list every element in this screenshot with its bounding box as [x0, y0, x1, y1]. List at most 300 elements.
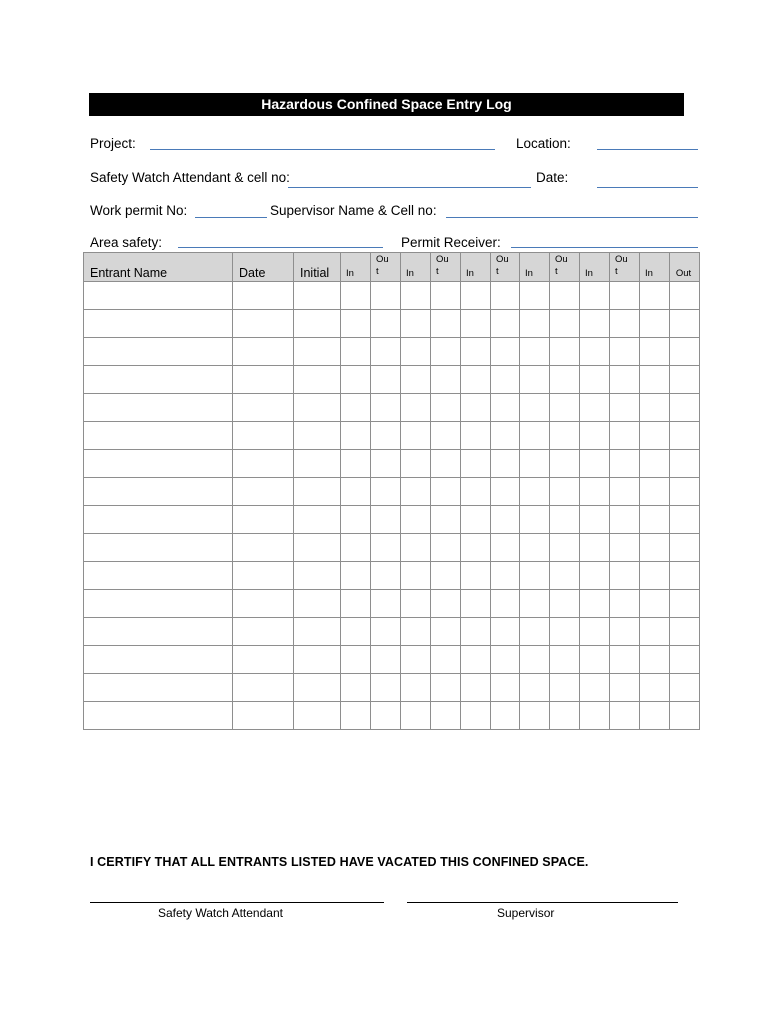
table-cell[interactable]	[431, 506, 461, 534]
table-cell[interactable]	[401, 590, 431, 618]
table-cell[interactable]	[550, 534, 580, 562]
table-cell[interactable]	[550, 338, 580, 366]
table-cell[interactable]	[610, 702, 640, 730]
table-cell[interactable]	[520, 282, 550, 310]
header-out-bottom: t	[615, 266, 618, 277]
table-cell[interactable]	[341, 366, 371, 394]
table-cell[interactable]	[341, 422, 371, 450]
table-cell[interactable]	[670, 450, 700, 478]
table-cell[interactable]	[401, 506, 431, 534]
table-cell[interactable]	[341, 674, 371, 702]
table-cell[interactable]	[233, 506, 294, 534]
table-row	[84, 618, 700, 646]
table-cell[interactable]	[371, 534, 401, 562]
table-cell[interactable]	[640, 450, 670, 478]
table-cell[interactable]	[294, 618, 341, 646]
table-cell[interactable]	[491, 450, 520, 478]
header-out-top: Ou	[496, 254, 509, 265]
table-cell[interactable]	[670, 674, 700, 702]
table-cell[interactable]	[461, 394, 491, 422]
table-cell[interactable]	[520, 394, 550, 422]
table-cell[interactable]	[580, 506, 610, 534]
date-label: Date:	[536, 170, 569, 185]
table-cell[interactable]	[371, 422, 401, 450]
table-cell[interactable]	[640, 702, 670, 730]
table-cell[interactable]	[294, 590, 341, 618]
table-cell[interactable]	[610, 450, 640, 478]
table-cell[interactable]	[640, 674, 670, 702]
table-cell[interactable]	[610, 478, 640, 506]
table-cell[interactable]	[371, 450, 401, 478]
table-cell[interactable]	[610, 366, 640, 394]
table-cell[interactable]	[401, 338, 431, 366]
table-cell[interactable]	[491, 562, 520, 590]
table-cell[interactable]	[580, 450, 610, 478]
table-cell[interactable]	[580, 366, 610, 394]
header-initial: Initial	[294, 253, 341, 282]
table-cell[interactable]	[84, 478, 233, 506]
table-cell[interactable]	[294, 562, 341, 590]
table-cell[interactable]	[580, 338, 610, 366]
table-cell[interactable]	[461, 478, 491, 506]
table-cell[interactable]	[461, 506, 491, 534]
table-row	[84, 562, 700, 590]
table-cell[interactable]	[670, 646, 700, 674]
table-cell[interactable]	[610, 282, 640, 310]
table-cell[interactable]	[294, 674, 341, 702]
table-cell[interactable]	[294, 282, 341, 310]
table-cell[interactable]	[294, 394, 341, 422]
table-cell[interactable]	[84, 702, 233, 730]
table-cell[interactable]	[640, 422, 670, 450]
table-cell[interactable]	[461, 562, 491, 590]
table-cell[interactable]	[431, 310, 461, 338]
table-cell[interactable]	[431, 534, 461, 562]
table-cell[interactable]	[580, 618, 610, 646]
table-cell[interactable]	[610, 590, 640, 618]
table-cell[interactable]	[520, 590, 550, 618]
table-cell[interactable]	[431, 338, 461, 366]
table-cell[interactable]	[294, 338, 341, 366]
table-cell[interactable]	[233, 310, 294, 338]
table-cell[interactable]	[401, 702, 431, 730]
table-cell[interactable]	[610, 338, 640, 366]
table-cell[interactable]	[491, 534, 520, 562]
table-cell[interactable]	[84, 366, 233, 394]
table-cell[interactable]	[341, 310, 371, 338]
supervisor-signature-label: Supervisor	[497, 906, 555, 920]
table-cell[interactable]	[461, 366, 491, 394]
table-cell[interactable]	[670, 310, 700, 338]
permit-receiver-label: Permit Receiver:	[401, 235, 501, 250]
location-field[interactable]	[597, 149, 698, 150]
table-cell[interactable]	[294, 450, 341, 478]
table-cell[interactable]	[520, 338, 550, 366]
table-cell[interactable]	[520, 562, 550, 590]
table-cell[interactable]	[520, 422, 550, 450]
work-permit-label: Work permit No:	[90, 203, 188, 218]
table-cell[interactable]	[233, 394, 294, 422]
table-cell[interactable]	[550, 562, 580, 590]
project-field[interactable]	[150, 149, 495, 150]
table-cell[interactable]	[491, 506, 520, 534]
table-cell[interactable]	[84, 282, 233, 310]
table-cell[interactable]	[294, 506, 341, 534]
table-cell[interactable]	[233, 450, 294, 478]
table-cell[interactable]	[520, 702, 550, 730]
table-cell[interactable]	[371, 394, 401, 422]
table-cell[interactable]	[233, 366, 294, 394]
table-cell[interactable]	[670, 702, 700, 730]
table-cell[interactable]	[233, 534, 294, 562]
attendant-signature-label: Safety Watch Attendant	[158, 906, 283, 920]
attendant-field[interactable]	[288, 187, 531, 188]
table-cell[interactable]	[431, 282, 461, 310]
table-cell[interactable]	[461, 646, 491, 674]
table-cell[interactable]	[461, 338, 491, 366]
table-cell[interactable]	[461, 618, 491, 646]
table-cell[interactable]	[491, 646, 520, 674]
table-cell[interactable]	[341, 646, 371, 674]
table-row	[84, 282, 700, 310]
table-cell[interactable]	[550, 478, 580, 506]
table-cell[interactable]	[520, 366, 550, 394]
header-out-bottom: t	[376, 266, 379, 277]
table-cell[interactable]	[294, 478, 341, 506]
table-cell[interactable]	[461, 282, 491, 310]
table-cell[interactable]	[491, 310, 520, 338]
table-cell[interactable]	[431, 674, 461, 702]
document-title: Hazardous Confined Space Entry Log	[89, 93, 684, 116]
table-cell[interactable]	[580, 674, 610, 702]
table-cell[interactable]	[401, 366, 431, 394]
table-cell[interactable]	[401, 422, 431, 450]
supervisor-signature-line[interactable]	[407, 902, 678, 903]
table-cell[interactable]	[461, 310, 491, 338]
table-cell[interactable]	[550, 506, 580, 534]
table-cell[interactable]	[550, 422, 580, 450]
table-cell[interactable]	[84, 310, 233, 338]
table-cell[interactable]	[401, 450, 431, 478]
table-cell[interactable]	[580, 562, 610, 590]
table-cell[interactable]	[550, 674, 580, 702]
table-cell[interactable]	[233, 562, 294, 590]
table-cell[interactable]	[580, 478, 610, 506]
table-cell[interactable]	[371, 338, 401, 366]
table-cell[interactable]	[84, 590, 233, 618]
table-cell[interactable]	[461, 534, 491, 562]
table-cell[interactable]	[520, 450, 550, 478]
table-cell[interactable]	[294, 534, 341, 562]
table-cell[interactable]	[401, 534, 431, 562]
table-cell[interactable]	[371, 478, 401, 506]
table-cell[interactable]	[431, 422, 461, 450]
table-cell[interactable]	[580, 590, 610, 618]
table-cell[interactable]	[341, 702, 371, 730]
table-row	[84, 366, 700, 394]
table-cell[interactable]	[670, 506, 700, 534]
table-cell[interactable]	[84, 646, 233, 674]
table-cell[interactable]	[550, 590, 580, 618]
table-cell[interactable]	[550, 310, 580, 338]
table-cell[interactable]	[431, 562, 461, 590]
table-cell[interactable]	[233, 618, 294, 646]
table-cell[interactable]	[461, 702, 491, 730]
table-cell[interactable]	[491, 618, 520, 646]
table-cell[interactable]	[610, 618, 640, 646]
table-cell[interactable]	[520, 646, 550, 674]
table-cell[interactable]	[233, 478, 294, 506]
table-cell[interactable]	[550, 282, 580, 310]
table-cell[interactable]	[670, 562, 700, 590]
table-cell[interactable]	[670, 534, 700, 562]
table-cell[interactable]	[341, 450, 371, 478]
table-cell[interactable]	[520, 478, 550, 506]
table-cell[interactable]	[580, 394, 610, 422]
table-cell[interactable]	[431, 702, 461, 730]
table-cell[interactable]	[640, 506, 670, 534]
table-cell[interactable]	[371, 646, 401, 674]
header-out	[550, 253, 580, 282]
table-cell[interactable]	[640, 338, 670, 366]
table-cell[interactable]	[294, 310, 341, 338]
table-cell[interactable]	[371, 506, 401, 534]
entry-log-table	[83, 252, 700, 730]
header-out-last: Out	[670, 253, 700, 282]
certification-statement: I CERTIFY THAT ALL ENTRANTS LISTED HAVE VACATED THIS CONFINED SPACE.	[90, 855, 589, 869]
header-entrant-name: Entrant Name	[84, 253, 233, 282]
table-cell[interactable]	[640, 366, 670, 394]
table-cell[interactable]	[520, 674, 550, 702]
table-cell[interactable]	[461, 674, 491, 702]
table-cell[interactable]	[610, 394, 640, 422]
table-row	[84, 478, 700, 506]
table-cell[interactable]	[491, 590, 520, 618]
table-cell[interactable]	[341, 534, 371, 562]
table-row	[84, 506, 700, 534]
table-cell[interactable]	[341, 478, 371, 506]
table-row	[84, 590, 700, 618]
table-row	[84, 450, 700, 478]
table-cell[interactable]	[670, 590, 700, 618]
header-out	[371, 253, 401, 282]
table-cell[interactable]	[491, 702, 520, 730]
table-cell[interactable]	[461, 450, 491, 478]
table-cell[interactable]	[401, 478, 431, 506]
table-cell[interactable]	[520, 618, 550, 646]
table-cell[interactable]	[371, 562, 401, 590]
table-row	[84, 310, 700, 338]
table-cell[interactable]	[550, 646, 580, 674]
header-out-top: Ou	[436, 254, 449, 265]
table-cell[interactable]	[670, 618, 700, 646]
table-cell[interactable]	[491, 338, 520, 366]
work-permit-field[interactable]	[195, 217, 267, 218]
table-cell[interactable]	[371, 282, 401, 310]
table-cell[interactable]	[371, 702, 401, 730]
table-cell[interactable]	[431, 646, 461, 674]
table-cell[interactable]	[233, 422, 294, 450]
table-cell[interactable]	[431, 618, 461, 646]
table-cell[interactable]	[520, 506, 550, 534]
table-cell[interactable]	[294, 366, 341, 394]
table-cell[interactable]	[580, 310, 610, 338]
table-cell[interactable]	[341, 562, 371, 590]
table-cell[interactable]	[294, 702, 341, 730]
table-cell[interactable]	[491, 478, 520, 506]
attendant-signature-line[interactable]	[90, 902, 384, 903]
table-cell[interactable]	[670, 478, 700, 506]
header-out-top: Ou	[555, 254, 568, 265]
table-cell[interactable]	[491, 422, 520, 450]
table-cell[interactable]	[640, 646, 670, 674]
table-cell[interactable]	[401, 562, 431, 590]
table-cell[interactable]	[371, 674, 401, 702]
table-row	[84, 702, 700, 730]
table-cell[interactable]	[550, 450, 580, 478]
table-cell[interactable]	[550, 618, 580, 646]
table-cell[interactable]	[491, 394, 520, 422]
table-cell[interactable]	[401, 310, 431, 338]
table-cell[interactable]	[341, 282, 371, 310]
table-cell[interactable]	[84, 394, 233, 422]
table-row	[84, 394, 700, 422]
header-out-bottom: t	[555, 266, 558, 277]
header-in: In	[401, 253, 431, 282]
table-cell[interactable]	[371, 366, 401, 394]
table-cell[interactable]	[431, 478, 461, 506]
table-cell[interactable]	[580, 282, 610, 310]
table-cell[interactable]	[640, 562, 670, 590]
table-row	[84, 674, 700, 702]
table-cell[interactable]	[610, 562, 640, 590]
table-cell[interactable]	[294, 422, 341, 450]
table-cell[interactable]	[640, 310, 670, 338]
table-cell[interactable]	[233, 674, 294, 702]
table-cell[interactable]	[491, 282, 520, 310]
supervisor-field[interactable]	[446, 217, 698, 218]
permit-receiver-field[interactable]	[511, 247, 698, 248]
table-cell[interactable]	[233, 702, 294, 730]
table-cell[interactable]	[84, 338, 233, 366]
table-row	[84, 422, 700, 450]
table-cell[interactable]	[401, 282, 431, 310]
header-in: In	[640, 253, 670, 282]
table-cell[interactable]	[640, 618, 670, 646]
table-cell[interactable]	[550, 394, 580, 422]
table-cell[interactable]	[461, 590, 491, 618]
table-cell[interactable]	[670, 422, 700, 450]
table-cell[interactable]	[670, 338, 700, 366]
table-cell[interactable]	[580, 702, 610, 730]
table-cell[interactable]	[84, 422, 233, 450]
header-out	[431, 253, 461, 282]
date-field[interactable]	[597, 187, 698, 188]
table-cell[interactable]	[610, 534, 640, 562]
table-cell[interactable]	[491, 674, 520, 702]
table-cell[interactable]	[84, 674, 233, 702]
table-cell[interactable]	[233, 282, 294, 310]
table-cell[interactable]	[233, 646, 294, 674]
table-cell[interactable]	[640, 394, 670, 422]
table-cell[interactable]	[580, 534, 610, 562]
table-cell[interactable]	[341, 506, 371, 534]
table-cell[interactable]	[233, 338, 294, 366]
table-cell[interactable]	[84, 534, 233, 562]
table-cell[interactable]	[341, 394, 371, 422]
table-cell[interactable]	[580, 646, 610, 674]
table-cell[interactable]	[401, 618, 431, 646]
table-cell[interactable]	[294, 646, 341, 674]
table-cell[interactable]	[670, 282, 700, 310]
table-header-row	[84, 253, 700, 282]
supervisor-label: Supervisor Name & Cell no:	[270, 203, 437, 218]
table-cell[interactable]	[84, 562, 233, 590]
table-cell[interactable]	[371, 310, 401, 338]
table-cell[interactable]	[341, 338, 371, 366]
table-cell[interactable]	[84, 450, 233, 478]
table-cell[interactable]	[233, 590, 294, 618]
table-cell[interactable]	[520, 534, 550, 562]
table-cell[interactable]	[401, 674, 431, 702]
table-cell[interactable]	[640, 478, 670, 506]
table-cell[interactable]	[610, 422, 640, 450]
table-cell[interactable]	[341, 590, 371, 618]
table-cell[interactable]	[610, 646, 640, 674]
header-in: In	[341, 253, 371, 282]
table-cell[interactable]	[520, 310, 550, 338]
table-cell[interactable]	[670, 366, 700, 394]
table-cell[interactable]	[431, 590, 461, 618]
table-cell[interactable]	[610, 674, 640, 702]
header-in: In	[461, 253, 491, 282]
table-cell[interactable]	[341, 618, 371, 646]
table-cell[interactable]	[401, 394, 431, 422]
table-cell[interactable]	[610, 310, 640, 338]
table-cell[interactable]	[371, 590, 401, 618]
table-cell[interactable]	[550, 702, 580, 730]
header-out-bottom: t	[496, 266, 499, 277]
attendant-label: Safety Watch Attendant & cell no:	[90, 170, 290, 185]
table-cell[interactable]	[84, 506, 233, 534]
table-body	[84, 282, 700, 730]
header-out-top: Ou	[376, 254, 389, 265]
table-cell[interactable]	[550, 366, 580, 394]
table-cell[interactable]	[431, 366, 461, 394]
table-cell[interactable]	[431, 394, 461, 422]
table-cell[interactable]	[640, 590, 670, 618]
table-cell[interactable]	[580, 422, 610, 450]
header-out-top: Ou	[615, 254, 628, 265]
table-cell[interactable]	[401, 646, 431, 674]
area-safety-field[interactable]	[178, 247, 383, 248]
header-date: Date	[233, 253, 294, 282]
table-cell[interactable]	[84, 618, 233, 646]
table-cell[interactable]	[640, 534, 670, 562]
table-cell[interactable]	[640, 282, 670, 310]
table-cell[interactable]	[610, 506, 640, 534]
location-label: Location:	[516, 136, 571, 151]
table-row	[84, 646, 700, 674]
table-cell[interactable]	[371, 618, 401, 646]
table-cell[interactable]	[670, 394, 700, 422]
header-out-bottom: t	[436, 266, 439, 277]
table-cell[interactable]	[491, 366, 520, 394]
table-cell[interactable]	[461, 422, 491, 450]
table-cell[interactable]	[431, 450, 461, 478]
header-out	[491, 253, 520, 282]
area-safety-label: Area safety:	[90, 235, 163, 250]
